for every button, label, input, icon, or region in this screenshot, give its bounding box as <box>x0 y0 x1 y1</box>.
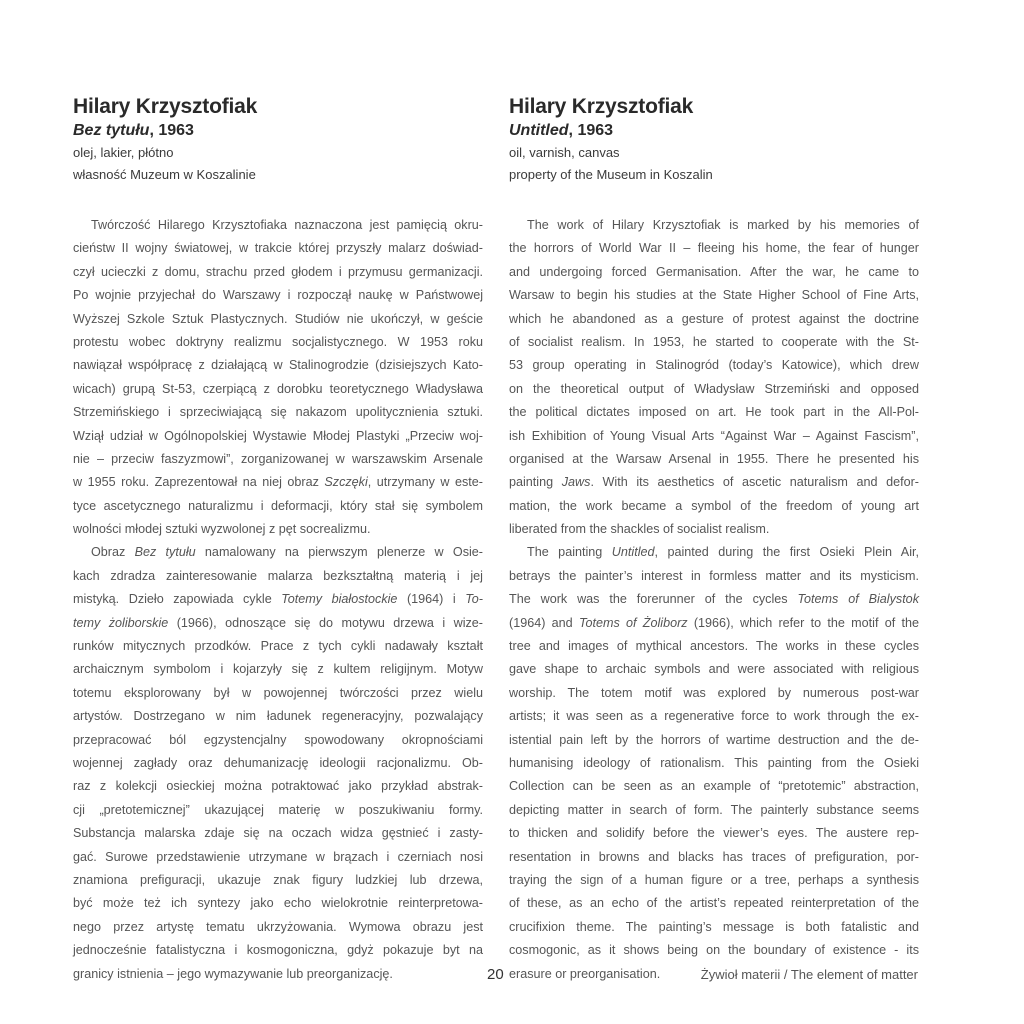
text-line: humanising ideology of rationalism. This painting from the Osieki <box>509 755 919 770</box>
text-line: crucifixion theme. The painting’s message is both fatalistic and <box>509 919 919 934</box>
text-line: and undergoing forced Germanisation. After the war, he came to <box>509 264 919 279</box>
text-line: Warsaw to begin his studies at the State Higher School of Fine Arts, <box>509 288 919 303</box>
artwork-medium: oil, varnish, canvas <box>509 145 620 160</box>
text-line: liberated from the shackles of socialist realism. <box>509 522 770 537</box>
text-line: nawiązał współpracę z działającą w Stalinogrodzie (dzisiejszych Kato- <box>73 358 483 373</box>
text-line: betrays the painter’s interest in formless matter and its mysticism. <box>509 568 919 583</box>
text-line: wicach) grupą St-53, czerpiącą z dorobku teoretycznego Władysława <box>73 381 483 396</box>
text-line: 53 group operating in Stalinogród (today’s Katowice), which drew <box>509 358 919 373</box>
artwork-owner: własność Muzeum w Koszalinie <box>73 167 256 182</box>
text-line: Wyższej Szkole Sztuk Plastycznych. Studiów nie ukończył, w geście <box>73 311 483 326</box>
text-line: archaicznym symbolom i kojarzyły się z kultem religijnym. Motyw <box>73 662 483 677</box>
text-line: the horrors of World War II – fleeing his home, the fear of hunger <box>509 241 919 256</box>
text-line: erasure or preorganisation. <box>509 966 661 981</box>
text-line: nego przez artystę tematu ukrzyżowania. Wymowa obrazu jest <box>73 919 483 934</box>
artwork-title <box>509 120 919 142</box>
body-text <box>73 214 483 986</box>
text-line: organised at the Warsaw Arsenal in 1955. There he presented his <box>509 451 919 466</box>
italic-title: Szczęki <box>324 475 368 490</box>
text-segment: The painting <box>527 545 612 560</box>
italic-title: Untitled <box>611 545 655 560</box>
artwork-year: , 1963 <box>149 122 194 139</box>
text-segment: (1966), which refer to the motif of the <box>687 615 919 630</box>
text-line: czył ucieczki z domu, strachu przed głodem i przymusu germanizacji. <box>73 264 483 279</box>
text-line: tree and images of mythical ancestors. The works in these cycles <box>509 639 919 654</box>
text-line: artists; it was seen as a regenerative force to work through the ex- <box>509 709 919 724</box>
italic-title: Totemy białostockie <box>281 592 398 607</box>
text-line: ish Exhibition of Young Visual Arts “Against War – Against Fascism”, <box>509 428 919 443</box>
text-line: artystów. Dostrzegano w nim ładunek regeneracyjny, pozwalający <box>73 709 483 724</box>
text-line: jednocześnie fatalistyczna i kosmogoniczna, gdyż pokazuje byt na <box>73 943 483 958</box>
italic-title: Jaws <box>561 475 591 490</box>
text-line <box>73 541 483 564</box>
running-title: Żywioł materii / The element of matter <box>700 967 918 982</box>
text-line <box>509 541 919 564</box>
page-number: 20 <box>487 966 504 983</box>
text-line: to thicken and solidify before the viewer’s eyes. The austere rep- <box>509 826 919 841</box>
text-line: istential pain left by the horrors of wartime destruction and the de- <box>509 732 919 747</box>
text-line: Twórczość Hilarego Krzysztofiaka naznaczona jest pamięcią okru- <box>91 218 483 232</box>
text-line: nie – przeciw faszyzmowi”, zorganizowanej w warszawskim Arsenale <box>73 451 483 466</box>
text-segment: , utrzymany w este- <box>367 475 483 490</box>
text-line: gać. Surowe przedstawienie utrzymane w brązach i czerniach nosi <box>73 849 483 864</box>
body-text <box>509 214 919 986</box>
text-line: resentation in browns and blacks has traces of prefiguration, por- <box>509 849 919 864</box>
text-line: przepracować ból egzystencjalny spowodowany okropnościami <box>73 732 483 747</box>
text-line: The work of Hilary Krzysztofiak is marked by his memories of <box>527 218 919 232</box>
italic-title: To- <box>465 592 483 607</box>
artwork-owner: property of the Museum in Koszalin <box>509 167 713 182</box>
text-line: worship. The totem motif was explored by numerous post-war <box>509 685 919 700</box>
text-line: runków mitycznych przodków. Prace z tych cykli nadawały kształt <box>73 639 483 654</box>
italic-title: Totems of Żoliborz <box>578 615 688 630</box>
text-segment: namalowany na pierwszym plenerze w Osie- <box>195 545 483 560</box>
text-line <box>509 588 919 611</box>
text-segment: (1964) and <box>509 615 579 630</box>
artwork-title-italic: Bez tytułu <box>73 122 150 139</box>
text-line: totemu eksplorowany był w powojennej twórczości przez wielu <box>73 685 483 700</box>
text-line: cieństw II wojny światowej, w trakcie której przyszły malarz doświad- <box>73 241 483 256</box>
text-segment: The work was the forerunner of the cycles <box>509 592 798 607</box>
text-line: cosmogonic, as it shows being on the boundary of existence - its <box>509 943 919 958</box>
text-segment: (1966), odnoszące się do motywu drzewa i wize- <box>168 615 483 630</box>
text-line: of socialist realism. In 1953, he started to cooperate with the St- <box>509 334 919 349</box>
text-line: traying the sign of a human figure or a tree, perhaps a synthesis <box>509 872 919 887</box>
text-segment: . With its aesthetics of ascetic naturalism and defor- <box>590 475 919 490</box>
text-line <box>509 612 919 635</box>
text-line: raz z kolekcji osieckiej można potraktować jako przykład abstrak- <box>73 779 483 794</box>
text-line: of these, as an echo of the artist’s repeated reinterpretation of the <box>509 896 919 911</box>
text-line <box>73 612 483 635</box>
text-line: protestu wobec doktryny realizmu socjalistycznego. W 1953 roku <box>73 334 483 349</box>
italic-title: temy żoliborskie <box>73 615 169 630</box>
italic-title: Totems of Bialystok <box>797 592 919 607</box>
text-line: znamiona prefiguracji, ukazuje znak figury ludzkiej lub drzewa, <box>73 872 483 887</box>
text-segment: painting <box>509 475 562 490</box>
english-column <box>509 94 919 986</box>
text-segment: Obraz <box>91 545 135 560</box>
text-line: the political dictates imposed on art. He took part in the All-Pol- <box>509 405 919 420</box>
text-line: tyce ascetycznego naturalizmu i deformacji, który stał się symbolem <box>73 498 483 513</box>
artist-name: Hilary Krzysztofiak <box>73 95 258 118</box>
text-line: mation, the work became a symbol of the freedom of young art <box>509 498 919 513</box>
text-line: cji „pretotemicznej” ukazującej materię w poszukiwaniu formy. <box>73 802 483 817</box>
text-line: gave shape to archaic symbols and were associated with religious <box>509 662 919 677</box>
text-line: Substancja malarska zdaje się na oczach widza gęstnieć i zasty- <box>73 826 483 841</box>
polish-column <box>73 94 483 986</box>
text-line: być może też ich syntezy jako echo wielokrotnie reinterpretowa- <box>73 896 483 911</box>
text-line: Strzemińskiego i sprzeciwiającą się nakazom upolitycznienia sztuki. <box>73 405 483 420</box>
text-line: Collection can be seen as an example of “pretotemic” abstraction, <box>509 779 919 794</box>
text-line: wolności młodej sztuki wyzwolonej z pęt socrealizmu. <box>73 522 371 537</box>
text-segment: (1964) i <box>397 592 466 607</box>
text-line: kach zdradza zainteresowanie malarza bezkształtną materią i jej <box>73 568 483 583</box>
text-line: which he abandoned as a gesture of protest against the doctrine <box>509 311 919 326</box>
artwork-year: , 1963 <box>568 122 614 139</box>
text-line <box>509 471 919 494</box>
text-segment: , painted during the first Osieki Plein Air, <box>654 545 919 560</box>
artwork-title-italic: Untitled <box>509 122 569 139</box>
artwork-medium: olej, lakier, płótno <box>73 145 174 160</box>
text-line: granicy istnienia – jego wymazywanie lub preorganizację. <box>73 966 393 981</box>
text-line: wojennej zagłady oraz dehumanizację ideologii racjonalizmu. Ob- <box>73 755 483 770</box>
italic-title: Bez tytułu <box>134 545 196 560</box>
text-segment: w 1955 roku. Zaprezentował na niej obraz <box>73 475 325 490</box>
text-line <box>73 471 483 494</box>
text-line: on the theoretical output of Władysław Strzemiński and opposed <box>509 381 919 396</box>
text-line: Wziął udział w Ogólnopolskiej Wystawie Młodej Plastyki „Przeciw woj- <box>73 428 483 443</box>
text-line: Po wojnie przyjechał do Warszawy i rozpoczął naukę w Państwowej <box>73 288 483 303</box>
text-line <box>73 588 483 611</box>
artwork-title <box>73 120 483 142</box>
text-line: depicting matter in search of form. The painterly substance seems <box>509 802 919 817</box>
text-segment: mistyką. Dzieło zapowiada cykle <box>73 592 282 607</box>
artist-name: Hilary Krzysztofiak <box>509 95 694 118</box>
